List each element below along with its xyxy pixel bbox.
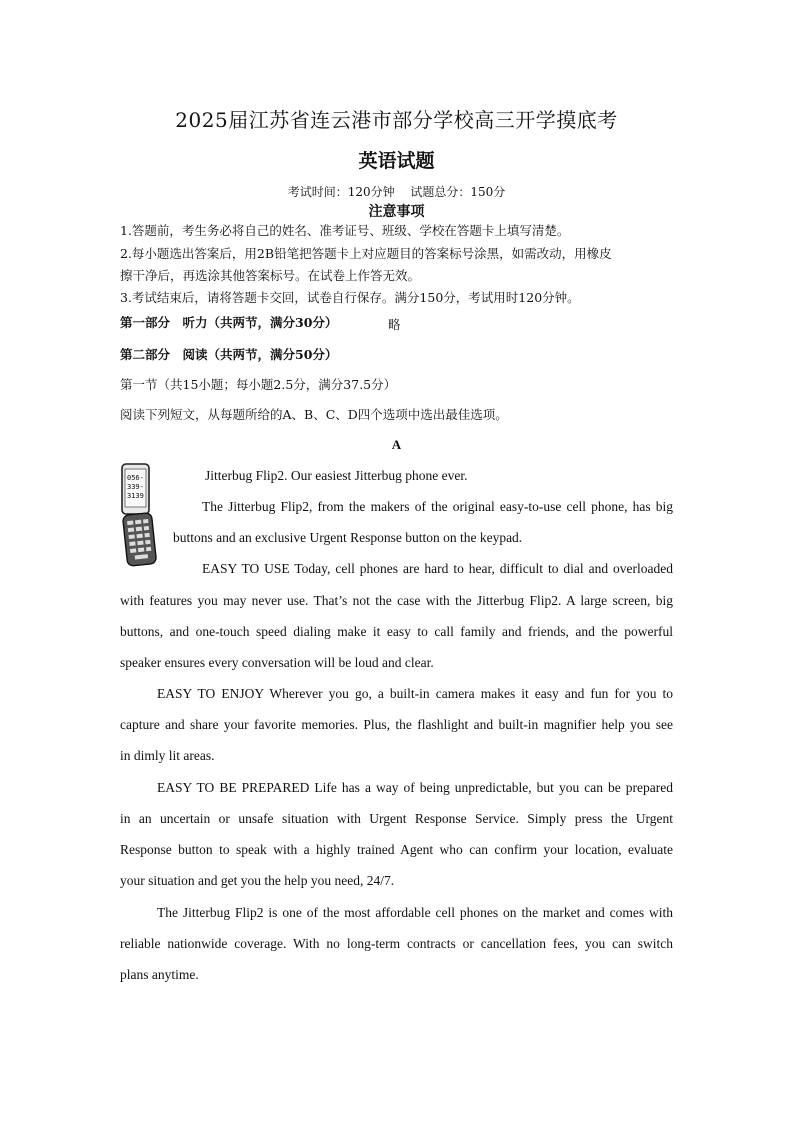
part1-note: 略 (388, 317, 401, 332)
passage-line-9: capture and share your favorite memories. Plus, the flashlight and built-in magnifier help you see (120, 717, 673, 732)
subject-title: 英语试题 (358, 150, 435, 172)
notice-title: 注意事项 (368, 204, 425, 220)
phone-screen-line-1: 056- (127, 474, 144, 482)
notice-item-2-cont: 擦干净后，再选涂其他答案标号。在试卷上作答无效。 (120, 268, 421, 283)
passage-line-3: buttons and an exclusive Urgent Response button on the keypad. (173, 530, 523, 545)
passage-line-17: plans anytime. (120, 967, 199, 982)
instruction: 阅读下列短文，从每题所给的A、B、C、D四个选项中选出最佳选项。 (120, 407, 508, 422)
phone-screen-line-3: 3139 (127, 492, 144, 500)
passage-line-16: reliable nationwide coverage. With no long-term contracts or cancellation fees, you can switch (120, 936, 673, 951)
passage-line-2: The Jitterbug Flip2, from the makers of the original easy-to-use cell phone, has big (202, 499, 673, 514)
passage-line-6: buttons, and one-touch speed dialing make it easy to call family and friends, and the powerful (120, 624, 673, 639)
passage-line-4: EASY TO USE Today, cell phones are hard to hear, difficult to dial and overloaded (202, 561, 673, 576)
passage-line-5: with features you may never use. That’s not the case with the Jitterbug Flip2. A large screen, big (120, 593, 673, 608)
passage-line-1: Jitterbug Flip2. Our easiest Jitterbug phone ever. (205, 468, 468, 483)
passage-line-13: Response button to speak with a highly trained Agent who can confirm your location, evaluate (120, 842, 673, 857)
notice-item-1: 1.答题前，考生务必将自己的姓名、准考证号、班级、学校在答题卡上填写清楚。 (120, 223, 570, 238)
page-title: 2025届江苏省连云港市部分学校高三开学摸底考 (175, 108, 618, 132)
phone-screen-line-2: 339- (127, 483, 144, 491)
part1-heading: 第一部分 听力（共两节，满分30分） (120, 315, 338, 330)
passage-line-8: EASY TO ENJOY Wherever you go, a built-in camera makes it easy and fun for you to (157, 686, 673, 701)
passage-line-14: your situation and get you the help you need, 24/7. (120, 873, 395, 888)
passage-label: A (391, 437, 402, 452)
passage-line-11: EASY TO BE PREPARED Life has a way of being unpredictable, but you can be prepared (157, 780, 673, 795)
passage-line-15: The Jitterbug Flip2 is one of the most affordable cell phones on the market and comes with (157, 905, 673, 920)
passage-line-10: in dimly lit areas. (120, 748, 215, 763)
exam-info: 考试时间：120分钟 试题总分：150分 (287, 185, 506, 199)
part2-heading: 第二部分 阅读（共两节，满分50分） (120, 347, 338, 362)
section1-heading: 第一节（共15小题；每小题2.5分，满分37.5分） (120, 377, 397, 392)
passage-line-12: in an uncertain or unsafe situation with Urgent Response Service. Simply press the Urgent (120, 811, 673, 826)
passage-line-7: speaker ensures every conversation will be loud and clear. (120, 655, 434, 670)
notice-item-3: 3.考试结束后，请将答题卡交回，试卷自行保存。满分150分，考试用时120分钟。 (120, 290, 580, 305)
notice-item-2: 2.每小题选出答案后，用2B铅笔把答题卡上对应题目的答案标号涂黑，如需改动，用橡皮 (120, 246, 612, 261)
phone-illustration (119, 463, 159, 567)
